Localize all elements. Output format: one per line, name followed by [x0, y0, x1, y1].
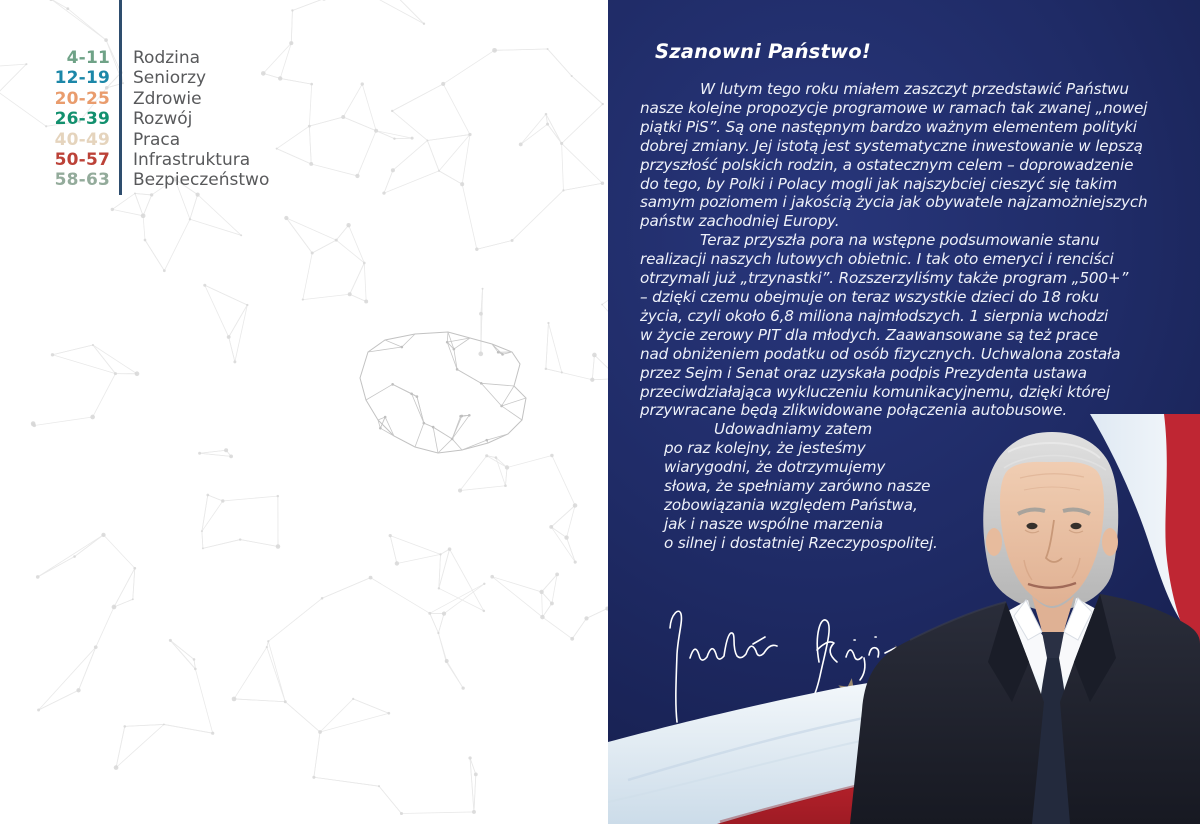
table-of-contents — [0, 48, 269, 191]
toc-row — [0, 89, 269, 109]
letter-page — [608, 0, 1200, 824]
toc-row — [0, 150, 269, 170]
toc-section-label: Seniorzy — [133, 68, 207, 89]
letter-line: przez Sejm i Senat oraz uzyskała podpis Prezydenta ustawa — [640, 363, 1087, 382]
letter-line: jak i nasze wspólne marzenia — [664, 514, 884, 533]
letter-line: do tego, by Polki i Polacy mogli jak najszybciej cieszyć się takim — [640, 174, 1118, 193]
toc-row — [0, 170, 269, 190]
toc-section-label: Praca — [133, 129, 181, 150]
toc-row — [0, 109, 269, 129]
toc-page-range: 20-25 — [54, 88, 110, 109]
toc-page-range: 40-49 — [54, 129, 110, 150]
letter-line: zobowiązania względem Państwa, — [664, 495, 918, 514]
letter-line: realizacji naszych lutowych obietnic. I tak oto emeryci i renciści — [640, 250, 1114, 269]
letter-line: przywracane będą zlikwidowane połączenia autobusowe. — [640, 401, 1068, 420]
toc-row — [0, 48, 269, 68]
toc-row — [0, 68, 269, 88]
letter-paragraph — [664, 420, 1148, 552]
letter-line: w życie zerowy PIT dla młodych. Zaawansowane są też prace — [640, 325, 1099, 344]
letter-line: otrzymali już „trzynastki”. Rozszerzyliśmy także program „500+” — [640, 269, 1129, 288]
toc-section-label: Rodzina — [133, 48, 201, 68]
letter-line: życia, czyli około 6,8 miliona najmłodszych. 1 sierpnia wchodzi — [640, 306, 1109, 325]
toc-page-range: 12-19 — [54, 68, 110, 89]
letter-line: po raz kolejny, że jesteśmy — [664, 439, 866, 458]
letter-line: W lutym tego roku miałem zaszczyt przedstawić Państwu — [700, 80, 1129, 98]
toc-page-range: 58-63 — [54, 170, 110, 191]
letter-heading: Szanowni Państwo! — [655, 40, 871, 63]
letter-line: nad obniżeniem podatku od osób fizycznych. Uchwalona została — [640, 344, 1121, 363]
toc-page-range: 26-39 — [54, 109, 110, 130]
letter-line: przyszłość polskich rodzin, a ostatecznym celem – doprowadzenie — [640, 155, 1134, 174]
letter-line: wiarygodni, że dotrzymujemy — [664, 458, 886, 477]
letter-paragraph — [640, 80, 1148, 231]
letter-line: Udowadniamy zatem — [714, 420, 873, 439]
letter-line: państw zachodniej Europy. — [640, 212, 840, 231]
toc-page-range: 50-57 — [54, 149, 110, 170]
letter-line: nasze kolejne propozycje programowe w ramach tak zwanej „nowej — [640, 98, 1148, 117]
letter-paragraph — [640, 231, 1148, 420]
toc-section-label: Rozwój — [133, 109, 193, 130]
toc-page-range: 4-11 — [66, 48, 110, 68]
toc-section-label: Bezpieczeństwo — [133, 170, 270, 191]
toc-section-label: Zdrowie — [133, 88, 202, 109]
letter-body — [640, 80, 1148, 553]
toc-section-label: Infrastruktura — [133, 149, 251, 170]
letter-line: o silnej i dostatniej Rzeczypospolitej. — [664, 533, 938, 552]
letter — [640, 40, 1148, 553]
poland-mesh — [360, 332, 526, 453]
letter-line: dobrej zmiany. Jej istotą jest systematyczne inwestowanie w lepszą — [640, 136, 1143, 155]
letter-line: przeciwdziałająca wykluczeniu komunikacyjnemu, dzięki której — [640, 382, 1110, 401]
toc-row — [0, 130, 269, 150]
letter-line: słowa, że spełniamy zarówno nasze — [664, 477, 931, 496]
letter-line: samym poziomem i jakością życia jak obywatele najzamożniejszych — [640, 193, 1148, 212]
letter-line: – dzięki czemu obejmuje on teraz wszystkie dzieci do 18 roku — [640, 287, 1099, 306]
letter-line: Teraz przyszła pora na wstępne podsumowanie stanu — [700, 231, 1100, 250]
letter-line: piątki PiS”. Są one następnym bardzo ważnym elementem polityki — [640, 117, 1137, 136]
